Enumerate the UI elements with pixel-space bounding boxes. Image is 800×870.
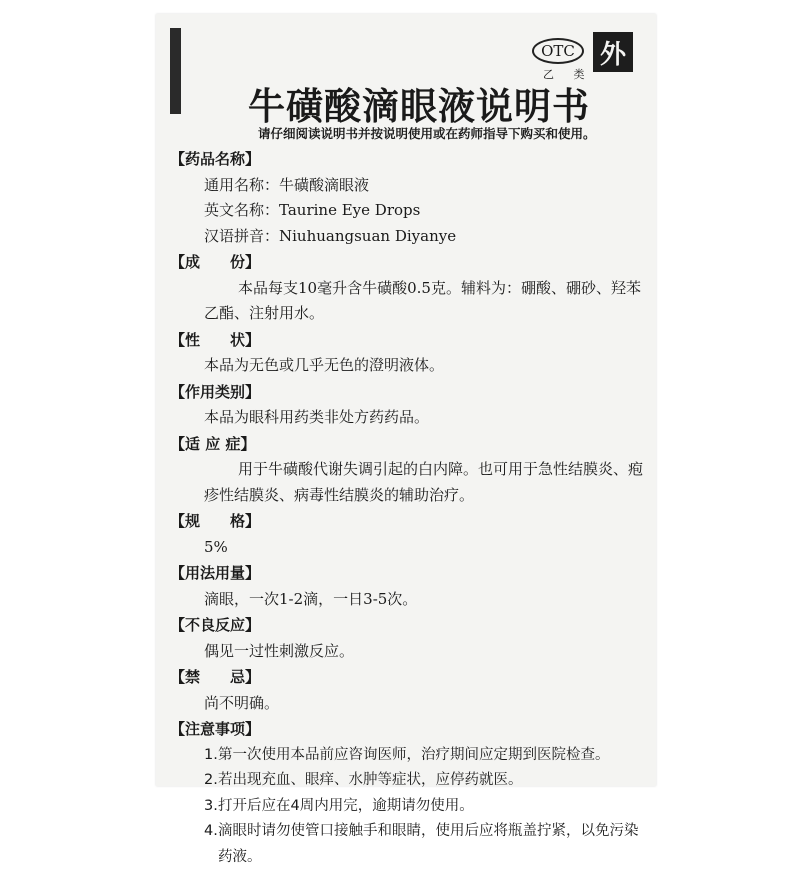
contraindications-text: 尚不明确。 bbox=[204, 691, 646, 717]
precaution-item bbox=[204, 768, 646, 794]
english-name: 英文名称：Taurine Eye Drops bbox=[204, 198, 646, 224]
section-precautions bbox=[170, 717, 646, 870]
section-heading: 【注意事项】 bbox=[170, 717, 646, 743]
section-heading: 【药品名称】 bbox=[170, 147, 646, 173]
precaution-number: 2. bbox=[204, 768, 218, 794]
precaution-text: 第一次使用本品前应咨询医师，治疗期间应定期到医院检查。 bbox=[218, 743, 646, 769]
precaution-number: 4. bbox=[204, 819, 218, 870]
section-indications bbox=[170, 432, 646, 509]
section-heading: 【不良反应】 bbox=[170, 613, 646, 639]
section-drug-name bbox=[170, 147, 646, 249]
section-body bbox=[170, 457, 646, 508]
precaution-number: 1. bbox=[204, 743, 218, 769]
page-subtitle: 请仔细阅读说明书并按说明使用或在药师指导下购买和使用。 bbox=[258, 124, 596, 142]
section-dosage bbox=[170, 561, 646, 612]
section-heading: 【用法用量】 bbox=[170, 561, 646, 587]
leaflet-content bbox=[170, 146, 646, 870]
section-body bbox=[170, 639, 646, 665]
page-title: 牛磺酸滴眼液说明书 bbox=[248, 76, 590, 130]
ingredients-text: 本品每支10毫升含牛磺酸0.5克。辅料为：硼酸、硼砂、羟苯乙酯、注射用水。 bbox=[204, 276, 646, 327]
generic-name: 通用名称：牛磺酸滴眼液 bbox=[204, 173, 646, 199]
section-heading: 【性 状】 bbox=[170, 328, 646, 354]
pinyin-name: 汉语拼音：Niuhuangsuan Diyanye bbox=[204, 224, 646, 250]
precaution-item bbox=[204, 743, 646, 769]
otc-badge: OTC bbox=[532, 38, 584, 64]
section-specification bbox=[170, 509, 646, 560]
specification-text: 5% bbox=[204, 535, 646, 561]
side-marker-bar bbox=[170, 28, 181, 114]
precaution-item bbox=[204, 794, 646, 820]
section-heading: 【适 应 症】 bbox=[170, 432, 646, 458]
precaution-text: 滴眼时请勿使管口接触手和眼睛，使用后应将瓶盖拧紧，以免污染药液。 bbox=[218, 819, 646, 870]
adverse-reactions-text: 偶见一过性刺激反应。 bbox=[204, 639, 646, 665]
external-use-badge: 外 bbox=[593, 32, 633, 72]
section-category bbox=[170, 380, 646, 431]
description-text: 本品为无色或几乎无色的澄明液体。 bbox=[204, 353, 646, 379]
section-body bbox=[170, 405, 646, 431]
indications-text: 用于牛磺酸代谢失调引起的白内障。也可用于急性结膜炎、疱疹性结膜炎、病毒性结膜炎的辅助治疗。 bbox=[204, 457, 646, 508]
precaution-item bbox=[204, 819, 646, 870]
otc-class-label: 乙 类 bbox=[543, 66, 593, 82]
section-heading: 【成 份】 bbox=[170, 250, 646, 276]
precaution-text: 若出现充血、眼痒、水肿等症状，应停药就医。 bbox=[218, 768, 646, 794]
section-body bbox=[170, 173, 646, 250]
section-body bbox=[170, 276, 646, 327]
section-body bbox=[170, 353, 646, 379]
category-text: 本品为眼科用药类非处方药药品。 bbox=[204, 405, 646, 431]
precaution-text: 打开后应在4周内用完，逾期请勿使用。 bbox=[218, 794, 646, 820]
section-body bbox=[170, 743, 646, 870]
section-body bbox=[170, 691, 646, 717]
section-description bbox=[170, 328, 646, 379]
section-heading: 【规 格】 bbox=[170, 509, 646, 535]
section-adverse-reactions bbox=[170, 613, 646, 664]
section-heading: 【禁 忌】 bbox=[170, 665, 646, 691]
section-ingredients bbox=[170, 250, 646, 327]
section-heading: 【作用类别】 bbox=[170, 380, 646, 406]
section-contraindications bbox=[170, 665, 646, 716]
dosage-text: 滴眼，一次1-2滴，一日3-5次。 bbox=[204, 587, 646, 613]
section-body bbox=[170, 535, 646, 561]
section-body bbox=[170, 587, 646, 613]
precaution-number: 3. bbox=[204, 794, 218, 820]
